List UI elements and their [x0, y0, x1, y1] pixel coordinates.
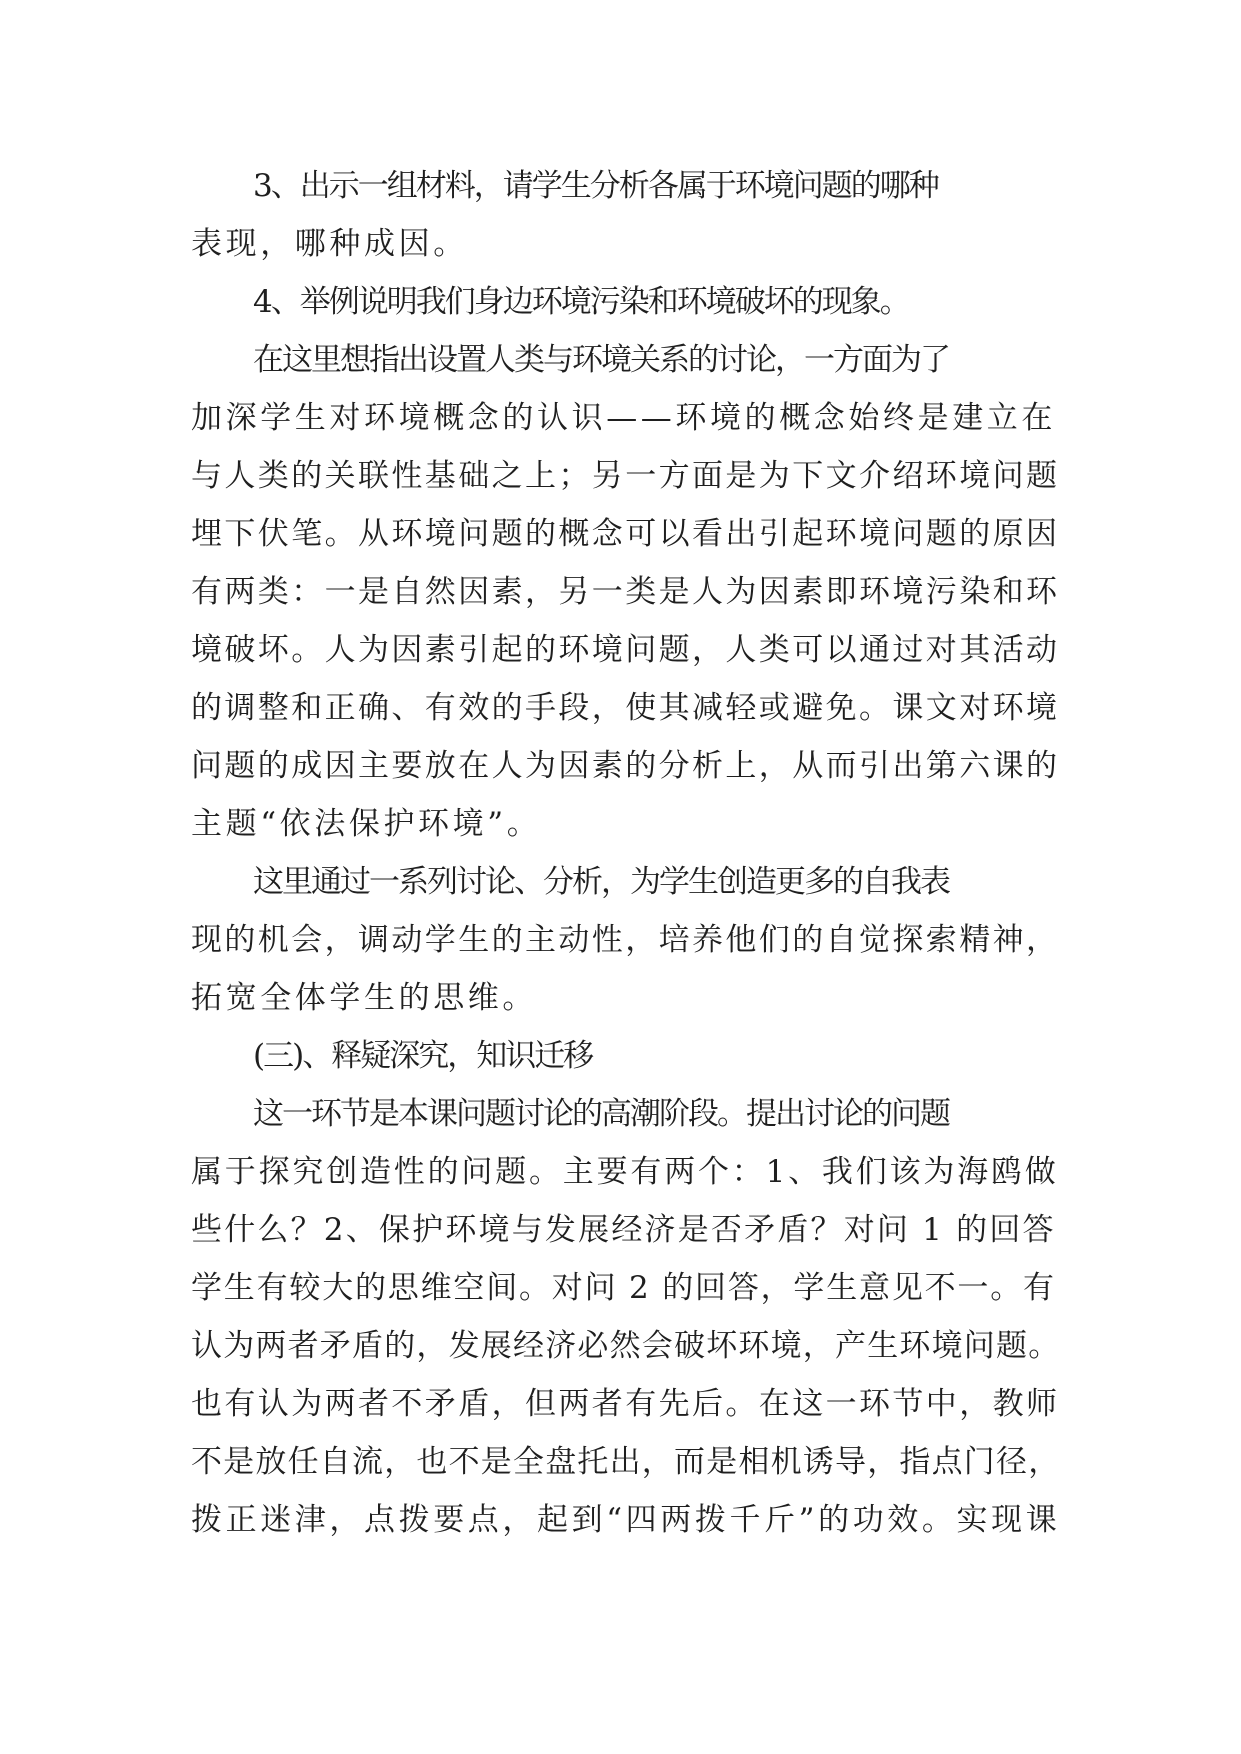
text-line-10: 的调整和正确、有效的手段，使其减轻或避免。课文对环境	[191, 690, 1060, 726]
text-line-17: 这一环节是本课问题讨论的高潮阶段。提出讨论的问题	[253, 1096, 949, 1132]
text-line-9: 境破坏。人为因素引起的环境问题，人类可以通过对其活动	[191, 632, 1060, 668]
text-line-8: 有两类：一是自然因素，另一类是人为因素即环境污染和环	[191, 574, 1060, 610]
text-line-4: 在这里想指出设置人类与环境关系的讨论，一方面为了	[253, 342, 949, 378]
text-line-6: 与人类的关联性基础之上；另一方面是为下文介绍环境问题	[191, 458, 1060, 494]
text-line-18: 属于探究创造性的问题。主要有两个：1、我们该为海鸥做	[191, 1154, 1059, 1190]
text-line-24: 拨正迷津，点拨要点，起到“四两拨千斤”的功效。实现课	[191, 1502, 1061, 1538]
text-line-11: 问题的成因主要放在人为因素的分析上，从而引出第六课的	[191, 748, 1060, 784]
text-line-22: 也有认为两者不矛盾，但两者有先后。在这一环节中，教师	[191, 1386, 1060, 1422]
section-heading: (三)、释疑深究，知识迁移	[253, 1038, 593, 1074]
text-line-23: 不是放任自流，也不是全盘托出，而是相机诱导，指点门径，	[191, 1444, 1061, 1480]
text-line-13: 这里通过一系列讨论、分析，为学生创造更多的自我表	[253, 864, 949, 900]
text-line-19: 些什么？2、保护环境与发展经济是否矛盾？对问 1 的回答	[191, 1212, 1056, 1248]
text-line-7: 埋下伏笔。从环境问题的概念可以看出引起环境问题的原因	[191, 516, 1060, 552]
text-line-20: 学生有较大的思维空间。对问 2 的回答，学生意见不一。有	[191, 1270, 1056, 1306]
text-line-1: 3、出示一组材料，请学生分析各属于环境问题的哪种	[253, 168, 938, 204]
text-line-15: 拓宽全体学生的思维。	[191, 980, 537, 1016]
text-line-14: 现的机会，调动学生的主动性，培养他们的自觉探索精神，	[191, 922, 1060, 958]
text-line-3: 4、举例说明我们身边环境污染和环境破坏的现象。	[253, 284, 909, 320]
text-line-2: 表现，哪种成因。	[191, 226, 468, 262]
text-line-5: 加深学生对环境概念的认识——环境的概念始终是建立在	[191, 400, 1056, 436]
text-line-12: 主题“依法保护环境”。	[191, 806, 542, 842]
text-line-21: 认为两者矛盾的，发展经济必然会破坏环境，产生环境问题。	[191, 1328, 1061, 1364]
